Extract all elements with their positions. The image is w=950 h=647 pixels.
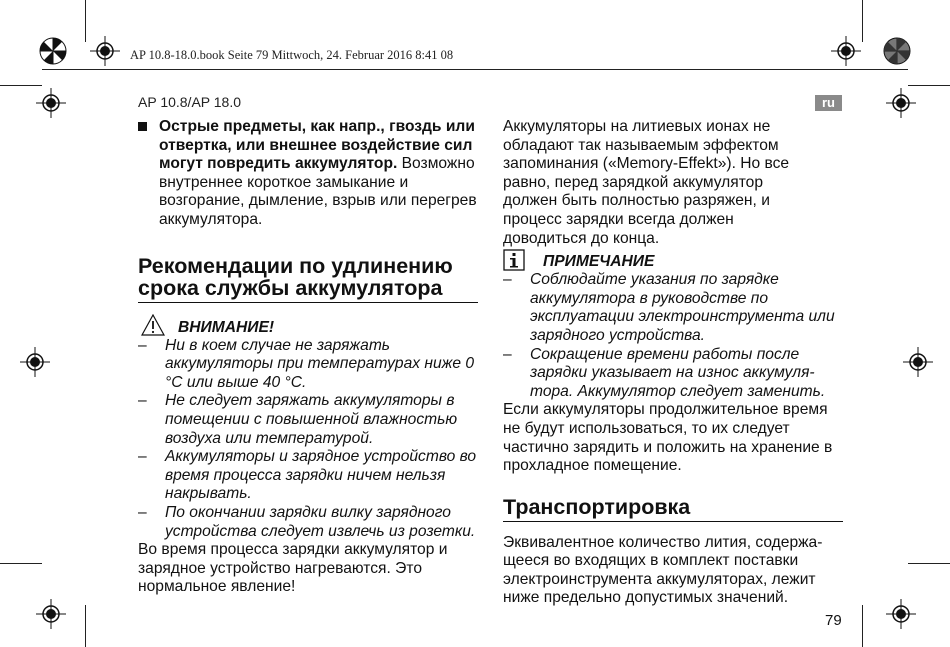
bullet-normal-text: Возможно внутреннее короткое замыкание и возгорание, дымление, взрыв или перегрев аккумулятора. bbox=[159, 155, 477, 228]
bullet-bold-text: Острые предметы, как напр., гвоздь или отвертка, или внешнее воздействие сил могут повредить аккумулятор. bbox=[159, 118, 475, 173]
registration-mark-icon bbox=[886, 88, 916, 118]
note-title: ПРИМЕЧАНИЕ bbox=[543, 253, 655, 271]
crop-line bbox=[862, 0, 863, 42]
registration-mark-icon bbox=[90, 36, 120, 66]
crop-line bbox=[0, 85, 42, 86]
note-header bbox=[503, 251, 843, 271]
intro-paragraph: Аккумуляторы на литиевых ионах не обладают так называемым эффектом запоминания («Memory-Effekt»). Но все равно, перед зарядкой аккумулятор должен быть полностью разряжен, и процесс зарядки всегда должен доводиться до конца. bbox=[503, 118, 790, 247]
note-item: – Сокращение времени работы после зарядки указывает на износ аккумуля-тора. Аккумулятор следует заменить. bbox=[503, 345, 826, 400]
note-block bbox=[503, 251, 843, 401]
section-heading-transport: Транспортировка bbox=[503, 496, 843, 522]
bullet-square-icon bbox=[138, 122, 147, 131]
closing-paragraph: Во время процесса зарядки аккумулятор и зарядное устройство нагреваются. Это нормальное явление! bbox=[138, 541, 448, 596]
warning-header bbox=[138, 317, 478, 337]
registration-mark-icon bbox=[903, 347, 933, 377]
transport-paragraph: Эквивалентное количество лития, содержа-щееся во входящих в комплект поставки электроинструмента аккумуляторах, лежит ниже предельно допустимых значений. bbox=[503, 533, 823, 607]
warning-triangle-icon bbox=[141, 314, 165, 336]
right-column bbox=[503, 118, 843, 608]
warning-item: – Не следует заряжать аккумуляторы в помещении с повышенной влажностью воздуха или температурой. bbox=[138, 392, 458, 447]
info-icon bbox=[503, 249, 525, 271]
warning-item: – По окончании зарядки вилку зарядного устройства следует извлечь из розетки. bbox=[138, 503, 476, 540]
warning-block bbox=[138, 317, 478, 542]
warning-title: ВНИМАНИЕ! bbox=[178, 318, 275, 336]
registration-mark-icon bbox=[38, 36, 68, 66]
crop-line bbox=[85, 0, 86, 42]
crop-line bbox=[908, 563, 950, 564]
left-column bbox=[138, 118, 478, 597]
crop-line bbox=[0, 563, 42, 564]
section-heading-battery-life: Рекомендации по удлинению срока службы аккумулятора bbox=[138, 255, 478, 303]
registration-mark-icon bbox=[882, 36, 912, 66]
registration-mark-icon bbox=[20, 347, 50, 377]
bullet-item bbox=[138, 118, 478, 230]
crop-line bbox=[862, 605, 863, 647]
crop-line bbox=[85, 605, 86, 647]
registration-mark-icon bbox=[36, 599, 66, 629]
storage-paragraph: Если аккумуляторы продолжительное время не будут использоваться, то их следует частично зарядить и положить на хранение в прохладное помещение. bbox=[503, 401, 833, 475]
model-name: AP 10.8/AP 18.0 bbox=[138, 94, 242, 110]
registration-mark-icon bbox=[886, 599, 916, 629]
header-rule bbox=[42, 69, 908, 70]
registration-mark-icon bbox=[36, 88, 66, 118]
note-item: – Соблюдайте указания по зарядке аккумулятора в руководстве по эксплуатации электроинструмента или зарядного устройства. bbox=[503, 271, 835, 344]
registration-mark-icon bbox=[831, 36, 861, 66]
crop-line bbox=[908, 85, 950, 86]
page-number: 79 bbox=[825, 612, 842, 629]
warning-item: – Ни в коем случае не заряжать аккумуляторы при температурах ниже 0 °C или выше 40 °C. bbox=[138, 336, 475, 391]
print-header: AP 10.8-18.0.book Seite 79 Mittwoch, 24. Februar 2016 8:41 08 bbox=[130, 48, 454, 62]
warning-item: – Аккумуляторы и зарядное устройство во время процесса зарядки ничем нельзя накрывать. bbox=[138, 448, 477, 503]
language-badge: ru bbox=[815, 95, 842, 111]
